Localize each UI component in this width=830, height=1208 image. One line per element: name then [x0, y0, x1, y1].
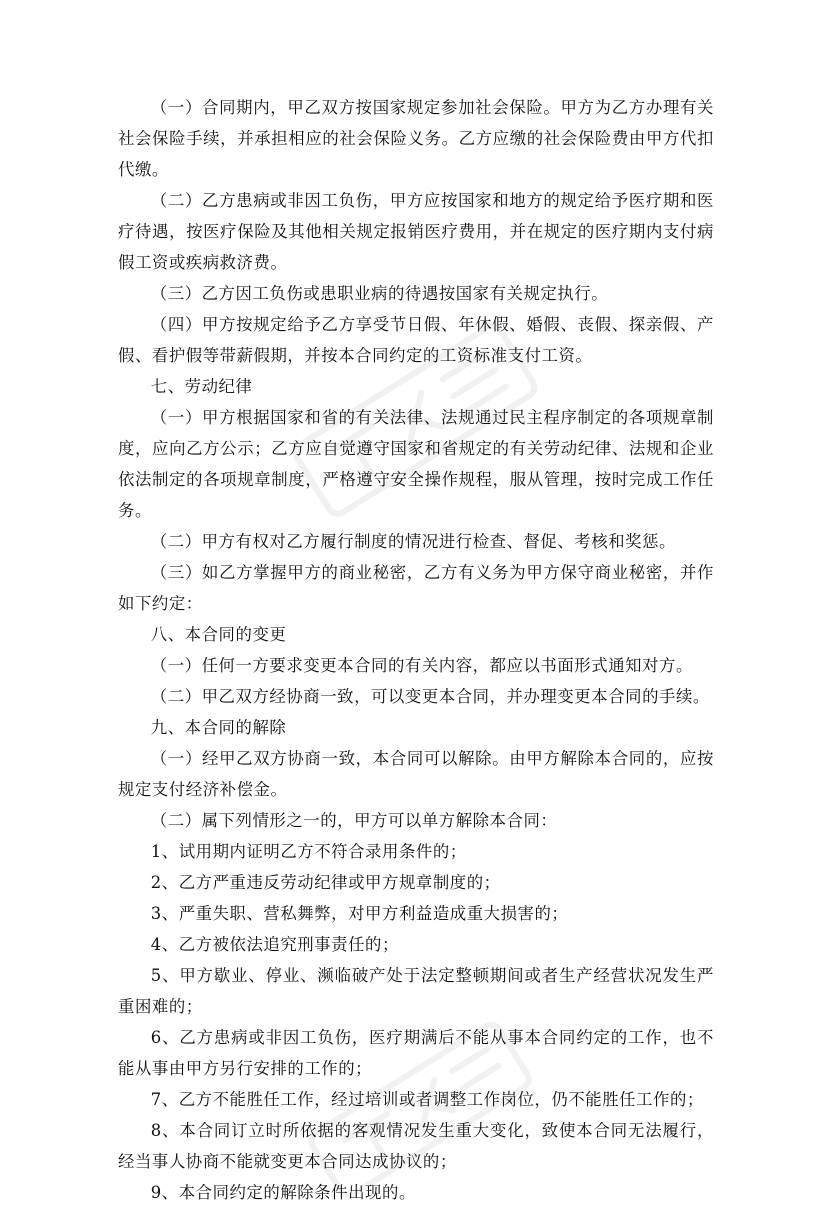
list-item: 3、严重失职、营私舞弊，对甲方利益造成重大损害的； — [150, 904, 569, 923]
clause-medical-treatment: （二）乙方患病或非因工负伤，甲方应按国家和地方的规定给予医疗期和医疗待遇，按医疗保险及其他相关规定报销医疗费用，并在规定的医疗期内支付病假工资或疾病救济费。 — [118, 191, 714, 272]
list-item: 6、乙方患病或非因工负伤，医疗期满后不能从事本合同约定的工作，也不能从事由甲方另行安排的工作的； — [118, 1028, 714, 1078]
list-item: 1、试用期内证明乙方不符合录用条件的； — [150, 842, 467, 861]
list-item: 7、乙方不能胜任工作，经过培训或者调整工作岗位，仍不能胜任工作的； — [150, 1090, 704, 1109]
list-item: 8、本合同订立时所依据的客观情况发生重大变化，致使本合同无法履行，经当事人协商不能就变更本合同达成协议的； — [118, 1121, 714, 1171]
clause-mutual-termination: （一）经甲乙双方协商一致，本合同可以解除。由甲方解除本合同的，应按规定支付经济补偿金。 — [118, 749, 714, 799]
section-heading-labor-discipline: 七、劳动纪律 — [150, 377, 253, 396]
list-item: 4、乙方被依法追究刑事责任的； — [150, 935, 399, 954]
clause-change-notice: （一）任何一方要求变更本合同的有关内容，都应以书面形式通知对方。 — [150, 656, 693, 675]
list-item: 2、乙方严重违反劳动纪律或甲方规章制度的； — [150, 873, 501, 892]
list-item: 5、甲方歇业、停业、濒临破产处于法定整顿期间或者生产经营状况发生严重困难的； — [118, 966, 714, 1016]
section-heading-contract-change: 八、本合同的变更 — [150, 625, 287, 644]
clause-rules-and-regulations: （一）甲方根据国家和省的有关法律、法规通过民主程序制定的各项规章制度，应向乙方公示；乙方应自觉遵守国家和省规定的有关劳动纪律、法规和企业依法制定的各项规章制度，严格遵守安全操作规程，服从管理，按时完成工作任务。 — [118, 408, 714, 520]
clause-paid-leave: （四）甲方按规定给予乙方享受节日假、年休假、婚假、丧假、探亲假、产假、看护假等带薪假期，并按本合同约定的工资标准支付工资。 — [118, 315, 714, 365]
clause-change-agreement: （二）甲乙双方经协商一致，可以变更本合同，并办理变更本合同的手续。 — [150, 687, 710, 706]
clause-inspection-rights: （二）甲方有权对乙方履行制度的情况进行检查、督促、考核和奖惩。 — [150, 532, 676, 551]
section-heading-contract-termination: 九、本合同的解除 — [150, 718, 287, 737]
clause-trade-secrets: （三）如乙方掌握甲方的商业秘密，乙方有义务为甲方保守商业秘密，并作如下约定： — [118, 563, 714, 613]
list-item: 9、本合同约定的解除条件出现的。 — [150, 1183, 416, 1202]
contract-text — [118, 92, 714, 1208]
clause-unilateral-termination: （二）属下列情形之一的，甲方可以单方解除本合同： — [150, 811, 558, 830]
clause-social-insurance: （一）合同期内，甲乙双方按国家规定参加社会保险。甲方为乙方办理有关社会保险手续，并承担相应的社会保险义务。乙方应缴的社会保险费由甲方代扣代缴。 — [118, 98, 714, 179]
clause-work-injury: （三）乙方因工负伤或患职业病的待遇按国家有关规定执行。 — [150, 284, 609, 303]
